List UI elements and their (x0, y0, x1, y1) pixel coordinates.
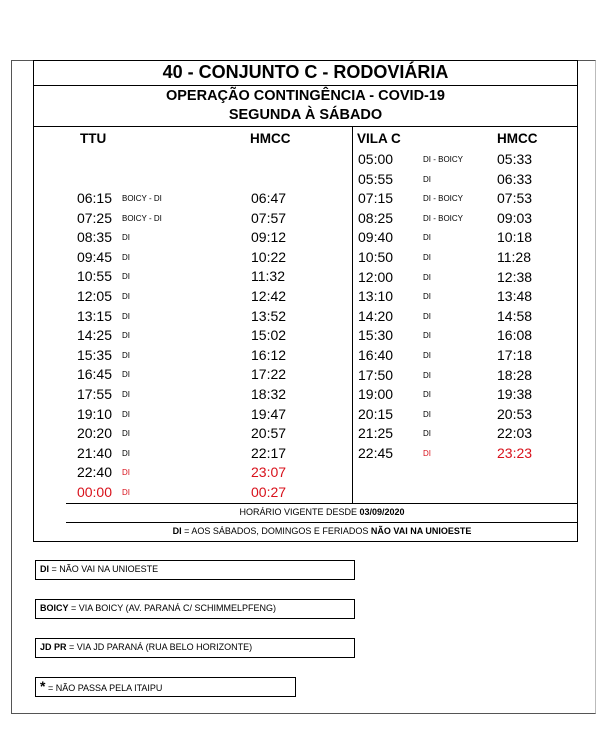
right-arrival-time: 17:18 (497, 347, 533, 363)
left-route-tag: DI (122, 331, 130, 341)
left-route-tag: DI (122, 233, 130, 243)
right-route-tag: DI (423, 272, 431, 282)
left-arrival-time: 00:27 (251, 484, 287, 500)
legend-boicy-key: BOICY (40, 603, 69, 613)
right-to-header: HMCC (497, 131, 538, 146)
left-departure-time: 07:25 (76, 209, 112, 226)
subtitle-operation: OPERAÇÃO CONTINGÊNCIA - COVID-19 (165, 88, 445, 104)
legend-boicy-text: = VIA BOICY (AV. PARANÁ C/ SCHIMMELPFENG) (68, 603, 276, 613)
right-arrival-time: 06:33 (497, 170, 533, 187)
legend-boicy (35, 599, 355, 619)
right-route-tag: DI (423, 331, 431, 341)
right-arrival-time: 10:18 (497, 229, 533, 246)
left-route-tag: BOICY - DI (122, 194, 162, 203)
left-arrival-time: 23:07 (251, 464, 287, 481)
right-route-tag: DI - BOICY (423, 194, 464, 204)
right-departure-time: 20:15 (358, 405, 394, 422)
right-route-tag: DI (423, 351, 431, 360)
legend-di (35, 560, 355, 580)
left-route-tag: BOICY - DI (122, 213, 162, 223)
left-arrival-time: 15:02 (251, 327, 287, 344)
right-arrival-time: 12:38 (497, 268, 533, 285)
validity-date: 03/09/2020 (359, 507, 405, 517)
right-route-tag: DI (423, 429, 431, 439)
validity-prefix: HORÁRIO VIGENTE DESDE (239, 507, 360, 517)
legend-di-text: = NÃO VAI NA UNIOESTE (49, 564, 159, 574)
right-departure-time: 14:20 (358, 307, 394, 324)
legend-jdpr-text: = VIA JD PARANÁ (RUA BELO HORIZONTE) (66, 642, 253, 652)
right-arrival-time: 09:03 (497, 209, 533, 226)
right-departure-time: 10:50 (358, 249, 394, 265)
left-arrival-time: 09:12 (251, 229, 287, 246)
legend-jdpr (35, 638, 355, 658)
right-departure-time: 21:25 (358, 425, 394, 442)
right-arrival-time: 20:53 (497, 405, 533, 422)
right-arrival-time: 22:03 (497, 425, 533, 442)
right-from-header: VILA C (357, 131, 401, 146)
footer-divider-top (66, 503, 578, 504)
left-departure-time: 22:40 (76, 464, 112, 481)
right-departure-time: 08:25 (358, 209, 394, 226)
validity-note (66, 507, 578, 517)
right-departure-time: 19:00 (358, 386, 394, 403)
right-route-tag: DI (423, 409, 431, 419)
left-from-header: TTU (80, 131, 107, 146)
left-route-tag: DI (122, 350, 130, 360)
left-route-tag: DI (122, 311, 130, 321)
legend-jdpr-key: JD PR (40, 642, 67, 652)
right-departure-time: 09:40 (358, 229, 394, 246)
right-departure-time: 22:45 (358, 445, 394, 461)
header-divider (33, 126, 578, 127)
di-note-key: DI (172, 526, 182, 536)
di-note (66, 526, 578, 536)
left-arrival-time: 20:57 (251, 425, 287, 442)
left-route-tag: DI (122, 292, 130, 301)
right-arrival-time: 05:33 (497, 151, 533, 167)
left-departure-time: 19:10 (76, 405, 112, 422)
left-route-tag: DI (122, 409, 130, 419)
right-arrival-time: 16:08 (497, 327, 533, 344)
right-departure-time: 13:10 (358, 288, 394, 305)
right-departure-time: 12:00 (358, 268, 394, 285)
left-arrival-time: 06:47 (251, 190, 287, 206)
right-arrival-time: 18:28 (497, 366, 533, 383)
left-arrival-time: 07:57 (251, 209, 287, 226)
left-departure-time: 14:25 (76, 327, 112, 344)
left-route-tag: DI (122, 390, 130, 399)
right-route-tag: DI (423, 449, 431, 458)
left-departure-time: 16:45 (76, 366, 112, 383)
right-departure-time: 15:30 (358, 327, 394, 344)
right-arrival-time: 23:23 (497, 445, 533, 461)
left-arrival-time: 18:32 (251, 386, 287, 402)
left-arrival-time: 22:17 (251, 444, 287, 461)
legend-itaipu-key: * (40, 678, 46, 694)
page-title: 40 - CONJUNTO C - RODOVIÁRIA (162, 62, 449, 82)
legend-di-key: DI (40, 564, 49, 574)
right-arrival-time: 19:38 (497, 386, 533, 403)
left-arrival-time: 17:22 (251, 366, 287, 383)
left-departure-time: 09:45 (76, 248, 112, 265)
right-departure-time: 05:00 (358, 151, 394, 167)
left-arrival-time: 19:47 (251, 405, 287, 422)
left-arrival-time: 16:12 (251, 346, 287, 363)
left-route-tag: DI (122, 272, 130, 282)
left-arrival-time: 11:32 (251, 268, 285, 285)
subtitle-days: SEGUNDA À SÁBADO (228, 107, 383, 123)
right-arrival-time: 13:48 (497, 288, 533, 305)
right-route-tag: DI (423, 174, 431, 184)
left-arrival-time: 13:52 (251, 307, 287, 324)
left-departure-time: 13:15 (76, 307, 112, 324)
column-divider (352, 126, 353, 503)
left-departure-time: 08:35 (76, 229, 112, 246)
right-route-tag: DI - BOICY (423, 213, 464, 223)
right-route-tag: DI - BOICY (423, 155, 464, 164)
legend-itaipu-text: = NÃO PASSA PELA ITAIPU (45, 683, 163, 693)
right-route-tag: DI (423, 370, 431, 380)
left-route-tag: DI (122, 252, 130, 262)
right-arrival-time: 07:53 (497, 190, 533, 207)
right-route-tag: DI (423, 311, 431, 321)
di-note-emphasis: NÃO VAI NA UNIOESTE (370, 526, 472, 536)
right-departure-time: 05:55 (358, 170, 394, 187)
right-route-tag: DI (423, 292, 431, 302)
left-route-tag: DI (122, 448, 130, 458)
left-route-tag: DI (122, 468, 130, 478)
right-departure-time: 16:40 (358, 347, 394, 363)
left-departure-time: 10:55 (76, 268, 112, 285)
left-arrival-time: 10:22 (251, 248, 287, 265)
left-departure-time: 20:20 (76, 425, 112, 442)
right-route-tag: DI (423, 233, 431, 243)
right-departure-time: 07:15 (358, 190, 394, 207)
legend-itaipu (35, 677, 296, 697)
left-departure-time: 00:00 (76, 484, 112, 500)
left-departure-time: 12:05 (76, 288, 112, 304)
left-departure-time: 06:15 (76, 190, 112, 206)
left-arrival-time: 12:42 (251, 288, 287, 304)
right-departure-time: 17:50 (358, 366, 394, 383)
di-note-text: = AOS SÁBADOS, DOMINGOS E FERIADOS (181, 526, 371, 536)
right-arrival-time: 11:28 (497, 249, 531, 265)
footer-divider-bottom (66, 522, 578, 523)
left-route-tag: DI (122, 370, 130, 380)
left-departure-time: 21:40 (76, 444, 112, 461)
right-route-tag: DI (423, 390, 431, 400)
left-departure-time: 17:55 (76, 386, 112, 402)
left-route-tag: DI (122, 488, 130, 497)
left-to-header: HMCC (250, 131, 291, 146)
left-route-tag: DI (122, 429, 130, 439)
left-departure-time: 15:35 (76, 346, 112, 363)
right-arrival-time: 14:58 (497, 307, 533, 324)
right-route-tag: DI (423, 253, 431, 262)
